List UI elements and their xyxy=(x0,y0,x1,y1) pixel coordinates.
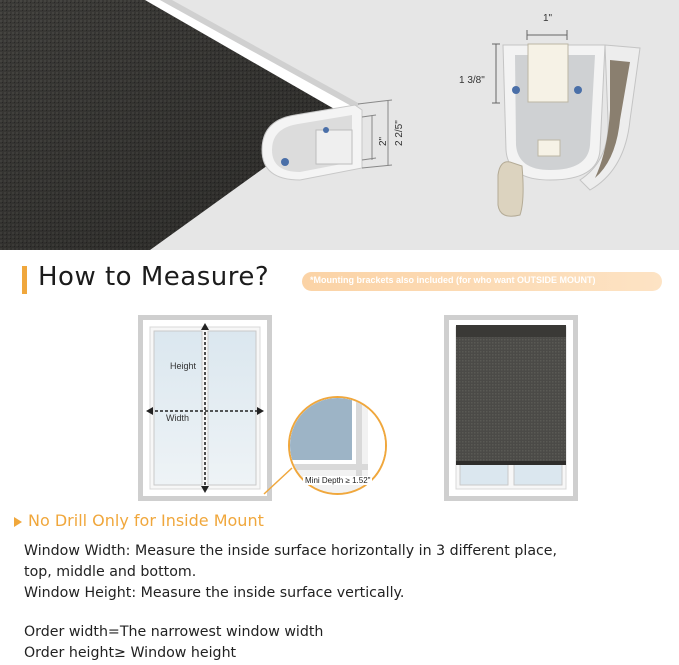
subheading-arrow-icon xyxy=(14,517,22,527)
blind-height-dimension: 2 2/5" xyxy=(394,120,405,146)
subheading: No Drill Only for Inside Mount xyxy=(28,511,264,530)
instruction-line: Window Width: Measure the inside surface horizontally in 3 different place, xyxy=(24,543,558,559)
bracket-height-dimension: 1 3/8" xyxy=(459,75,485,86)
mount-note-text: *Mounting brackets also included (for who want OUTSIDE MOUNT) xyxy=(310,275,596,285)
instruction-line: Window Height: Measure the inside surface vertically. xyxy=(24,585,405,601)
bracket-width-dimension: 1" xyxy=(543,13,553,24)
installed-blind-diagram xyxy=(444,315,578,501)
instruction-line: Order height≥ Window height xyxy=(24,645,237,661)
instruction-line: Order width=The narrowest window width xyxy=(24,624,324,640)
instruction-line: top, middle and bottom. xyxy=(24,564,197,580)
bracket-photo xyxy=(470,0,679,250)
heading-accent-bar xyxy=(22,266,27,294)
blind-depth-dimension: 2" xyxy=(378,136,389,146)
product-photo-band xyxy=(0,0,679,250)
roller-blind-photo xyxy=(0,0,420,250)
page-title: How to Measure? xyxy=(38,262,270,292)
height-label: Height xyxy=(170,361,197,371)
window-measure-diagram xyxy=(138,315,272,501)
width-label: Width xyxy=(166,413,190,423)
mini-depth-label: Mini Depth ≥ 1.52" xyxy=(305,476,371,485)
